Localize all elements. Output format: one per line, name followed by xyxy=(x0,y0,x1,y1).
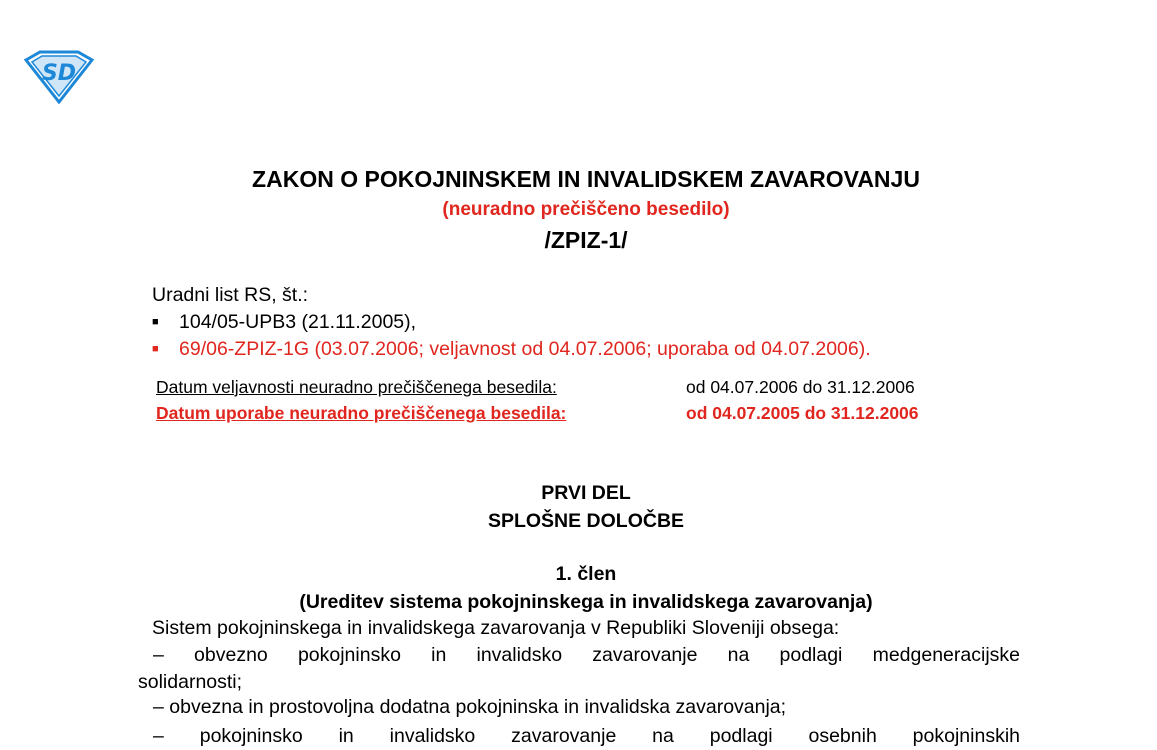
document-subtitle: (neuradno prečiščeno besedilo) xyxy=(442,199,730,220)
logo-icon xyxy=(22,48,96,104)
application-date-row xyxy=(156,403,919,424)
list-item-line: – obvezno pokojninsko in invalidsko zavarovanje na podlagi medgeneracijske xyxy=(153,644,1020,666)
document-title: ZAKON O POKOJNINSKEM IN INVALIDSKEM ZAVAROVANJU xyxy=(252,166,920,192)
square-bullet-icon: ■ xyxy=(152,316,159,328)
article-list-item xyxy=(138,642,1020,696)
gazette-item xyxy=(152,311,416,334)
gazette-item-text: 69/06-ZPIZ-1G (03.07.2006; veljavnost od 04.07.2006; uporaba od 04.07.2006). xyxy=(179,338,871,360)
validity-date-row xyxy=(156,377,915,398)
gazette-item xyxy=(152,338,871,361)
list-item-line: solidarnosti; xyxy=(138,671,243,693)
article-list-item: – obvezna in prostovoljna dodatna pokojninska in invalidska zavarovanja; xyxy=(153,696,787,718)
logo-text: SD xyxy=(41,61,77,86)
gazette-item-text: 104/05-UPB3 (21.11.2005), xyxy=(179,311,417,333)
part-title: SPLOŠNE DOLOČBE xyxy=(487,510,685,532)
validity-value: od 04.07.2006 do 31.12.2006 xyxy=(686,377,915,397)
article-list-item xyxy=(138,723,1020,750)
article-intro: Sistem pokojninskega in invalidskega zavarovanja v Republiki Sloveniji obsega: xyxy=(152,617,840,639)
application-label: Datum uporabe neuradno prečiščenega besedila: xyxy=(156,403,567,423)
application-value: od 04.07.2005 do 31.12.2006 xyxy=(686,403,919,423)
square-bullet-icon: ■ xyxy=(152,343,159,355)
gazette-label: Uradni list RS, št.: xyxy=(152,284,309,306)
validity-label: Datum veljavnosti neuradno prečiščenega besedila: xyxy=(156,377,557,397)
part-number: PRVI DEL xyxy=(541,482,631,504)
article-number: 1. člen xyxy=(555,563,617,585)
law-abbreviation: /ZPIZ-1/ xyxy=(544,227,628,253)
article-title: (Ureditev sistema pokojninskega in invalidskega zavarovanja) xyxy=(299,591,873,613)
list-item-line: – pokojninsko in invalidsko zavarovanje na podlagi osebnih pokojninskih xyxy=(153,725,1020,747)
